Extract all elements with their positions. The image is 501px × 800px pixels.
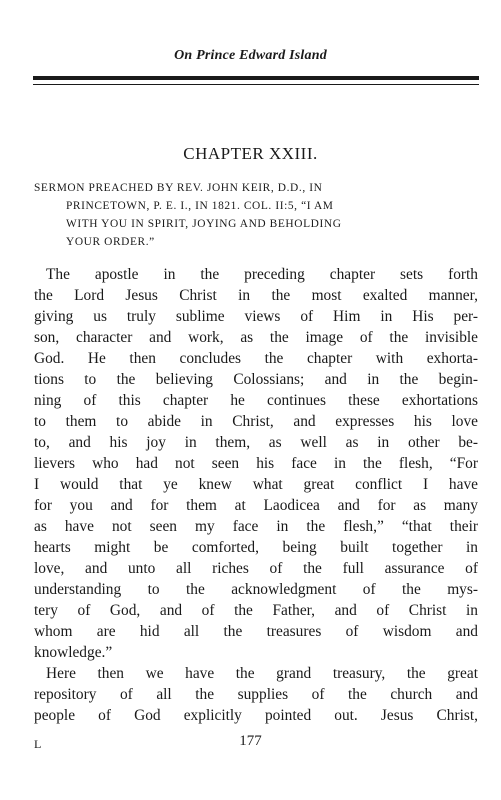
- body-line: tions to the believing Colossians; and in the begin-: [34, 371, 478, 388]
- header-rule-thin: [33, 84, 479, 85]
- page-number: 177: [239, 733, 262, 749]
- body-line: to them to abide in Christ, and expresses his love: [34, 413, 478, 430]
- sermon-heading-line: PRINCETOWN, P. E. I., IN 1821. COL. II:5, “I AM: [66, 200, 334, 212]
- body-line: whom are hid all the treasures of wisdom and: [34, 623, 478, 640]
- body-line: people of God explicitly pointed out. Jesus Christ,: [34, 707, 478, 724]
- body-line: Here then we have the grand treasury, the great: [46, 665, 478, 682]
- body-line: repository of all the supplies of the church and: [34, 686, 478, 703]
- body-line: ning of this chapter he continues these exhortations: [34, 392, 478, 409]
- header-rule-thick: [33, 76, 479, 80]
- body-line: love, and unto all riches of the full assurance of: [34, 560, 478, 577]
- sermon-heading-line: SERMON PREACHED BY REV. JOHN KEIR, D.D., IN: [34, 182, 323, 194]
- body-line: giving us truly sublime views of Him in His per-: [34, 308, 478, 325]
- body-line: tery of God, and of the Father, and of Christ in: [34, 602, 478, 619]
- chapter-title: CHAPTER XXIII.: [183, 144, 318, 163]
- sermon-heading-line: WITH YOU IN SPIRIT, JOYING AND BEHOLDING: [66, 218, 342, 230]
- body-line: I would that ye knew what great conflict I have: [34, 476, 478, 493]
- body-line: understanding to the acknowledgment of the mys-: [34, 581, 478, 598]
- body-text: [34, 264, 478, 726]
- body-line: for you and for them at Laodicea and for as many: [34, 497, 478, 514]
- body-line: God. He then concludes the chapter with exhorta-: [34, 350, 478, 367]
- body-line: son, character and work, as the image of the invisible: [34, 329, 478, 346]
- signature-mark: L: [34, 737, 42, 751]
- body-line: lievers who had not seen his face in the flesh, “For: [34, 455, 478, 472]
- body-line: as have not seen my face in the flesh,” “that their: [34, 518, 478, 535]
- body-line: The apostle in the preceding chapter sets forth: [46, 266, 478, 283]
- body-line: hearts might be comforted, being built together in: [34, 539, 478, 556]
- body-line: the Lord Jesus Christ in the most exalted manner,: [34, 287, 478, 304]
- sermon-heading: [34, 179, 474, 251]
- running-head: On Prince Edward Island: [174, 48, 327, 63]
- body-line: to, and his joy in them, as well as in other be-: [34, 434, 478, 451]
- sermon-heading-line: YOUR ORDER.”: [66, 236, 155, 248]
- body-line: knowledge.”: [34, 644, 113, 661]
